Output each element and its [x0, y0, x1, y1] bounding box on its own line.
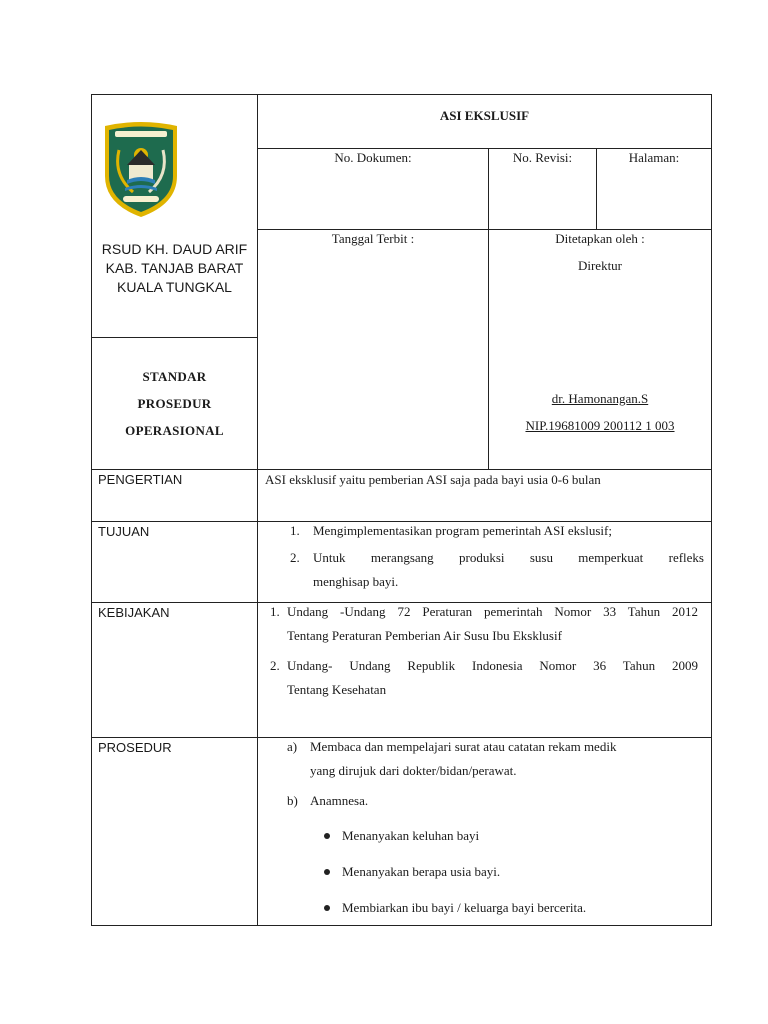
- tujuan-divider: [91, 602, 712, 603]
- bullet-dot-icon: [324, 905, 330, 911]
- bullet-dot-icon: [324, 833, 330, 839]
- document-title: ASI EKSLUSIF: [439, 108, 530, 123]
- tujuan-item-2-num: 2.: [290, 550, 300, 565]
- tujuan-item-2: [290, 550, 704, 590]
- prosedur-item-a-line-2: yang dirujuk dari dokter/bidan/perawat.: [310, 763, 517, 778]
- regency-shield-emblem-icon: [99, 120, 183, 220]
- prosedur-item-a-line-1: Membaca dan mempelajari surat atau catatan rekam medik: [310, 739, 617, 754]
- halaman-label: Halaman:: [628, 150, 680, 165]
- left-header-divider: [91, 337, 258, 338]
- tanggal-terbit-label: Tanggal Terbit :: [331, 231, 415, 246]
- tujuan-item-2-line-2: menghisap bayi.: [313, 574, 399, 589]
- doc-type-line-1: STANDAR: [142, 369, 207, 384]
- doc-type-line-2: PROSEDUR: [137, 396, 212, 411]
- kebijakan-item-2-line-1: Undang- Undang Republik Indonesia Nomor 36 Tahun 2009: [287, 658, 698, 673]
- table-border-top: [91, 94, 712, 95]
- prosedur-bullet-2: [324, 864, 500, 880]
- tujuan-item-1-text: Mengimplementasikan program pemerintah ASI ekslusif;: [313, 523, 612, 538]
- kebijakan-item-1-line-1: Undang -Undang 72 Peraturan pemerintah Nomor 33 Tahun 2012: [287, 604, 698, 619]
- no-dokumen-label: No. Dokumen:: [334, 150, 412, 165]
- tujuan-label: TUJUAN: [98, 524, 150, 539]
- kebijakan-item-2-num: 2.: [270, 658, 280, 673]
- pengertian-label: PENGERTIAN: [98, 472, 183, 487]
- hospital-name: [92, 240, 257, 297]
- hospital-line-3: KUALA TUNGKAL: [117, 279, 232, 295]
- tujuan-item-1-num: 1.: [290, 523, 300, 538]
- tujuan-item-2-line-1: Untuk merangsang produksi susu memperkuat refleks: [313, 550, 704, 565]
- kebijakan-item-2: [270, 658, 698, 698]
- hospital-line-2: KAB. TANJAB BARAT: [105, 260, 244, 276]
- document-type: [92, 363, 257, 444]
- prosedur-bullet-1: [324, 828, 479, 844]
- table-border-right: [711, 94, 712, 926]
- kebijakan-item-1: [270, 604, 698, 644]
- kebijakan-divider: [91, 737, 712, 738]
- table-border-bottom: [91, 925, 712, 926]
- kebijakan-label: KEBIJAKAN: [98, 605, 170, 620]
- prosedur-label: PROSEDUR: [98, 740, 172, 755]
- hospital-line-1: RSUD KH. DAUD ARIF: [101, 241, 248, 257]
- ditetapkan-label: Ditetapkan oleh :: [555, 231, 645, 246]
- column-divider: [257, 94, 258, 926]
- header-bottom-divider: [91, 469, 712, 470]
- prosedur-item-b: [287, 793, 707, 809]
- prosedur-item-b-text: Anamnesa.: [310, 793, 369, 808]
- signer-nip: NIP.19681009 200112 1 003: [525, 418, 675, 433]
- bullet-dot-icon: [324, 869, 330, 875]
- tujuan-item-1: [290, 523, 704, 539]
- doc-type-line-3: OPERASIONAL: [125, 423, 224, 438]
- prosedur-item-b-num: b): [287, 793, 298, 808]
- kebijakan-item-1-line-2: Tentang Peraturan Pemberian Air Susu Ibu Eksklusif: [287, 628, 562, 643]
- pengertian-divider: [91, 521, 712, 522]
- prosedur-item-a-num: a): [287, 739, 298, 754]
- prosedur-bullet-1-text: Menanyakan keluhan bayi: [342, 828, 480, 843]
- kebijakan-item-1-num: 1.: [270, 604, 280, 619]
- signer-name: dr. Hamonangan.S: [551, 391, 649, 406]
- prosedur-item-a: [287, 739, 707, 779]
- jabatan: Direktur: [577, 258, 623, 273]
- title-row-divider: [257, 148, 712, 149]
- no-revisi-label: No. Revisi:: [512, 150, 573, 165]
- meta-row-divider: [257, 229, 712, 230]
- pengertian-text: ASI eksklusif yaitu pemberian ASI saja pada bayi usia 0-6 bulan: [265, 472, 601, 487]
- table-border-left: [91, 94, 92, 926]
- prosedur-bullet-3-text: Membiarkan ibu bayi / keluarga bayi bercerita.: [342, 900, 587, 915]
- prosedur-bullet-3: [324, 900, 586, 916]
- prosedur-bullet-2-text: Menanyakan berapa usia bayi.: [342, 864, 501, 879]
- kebijakan-item-2-line-2: Tentang Kesehatan: [287, 682, 387, 697]
